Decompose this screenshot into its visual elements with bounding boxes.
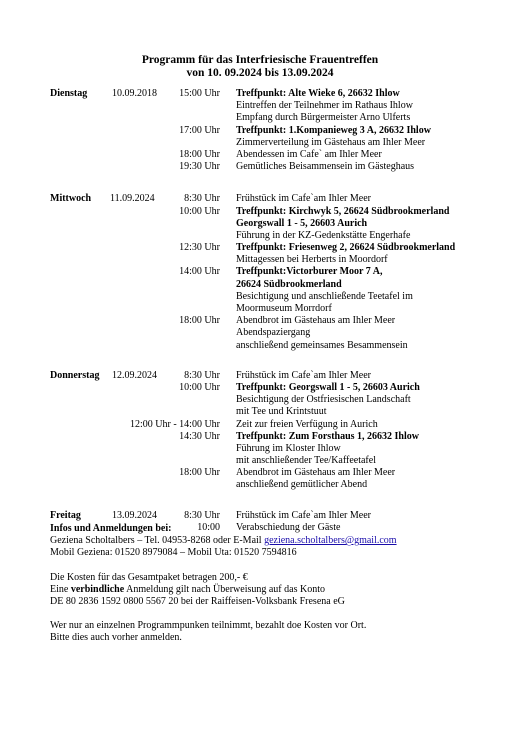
entry-description: Verabschiedung der Gäste <box>236 521 341 533</box>
entry-time: 12:00 Uhr - 14:00 Uhr <box>130 418 220 430</box>
document-title <box>0 54 520 80</box>
entry-description: anschließend gemeinsames Besammensein <box>236 339 408 351</box>
entry-description: Führung in der KZ-Gedenkstätte Engerhafe <box>236 229 411 241</box>
entry-time: 14:00 Uhr <box>179 266 220 278</box>
schedule-row <box>0 431 520 443</box>
binding-line <box>50 584 490 596</box>
title-line-1: Programm für das Interfriesische Frauentreffen <box>141 54 379 66</box>
day-date: 12.09.2024 <box>112 369 157 381</box>
meeting-point: Treffpunkt: Friesenweg 2, 26624 Südbrookmerland <box>236 242 456 254</box>
entry-description: Besichtigung der Ostfriesischen Landschaft <box>236 394 411 406</box>
mobile-line: Mobil Geziena: 01520 8979084 – Mobil Uta: 01520 7594816 <box>50 547 297 559</box>
schedule-row <box>0 340 520 352</box>
entry-time: 8:30 Uhr <box>184 193 220 205</box>
day-name: Donnerstag <box>50 369 100 381</box>
entry-description: Frühstück im Cafe`am Ihler Meer <box>236 193 371 205</box>
entry-time: 12:30 Uhr <box>179 242 220 254</box>
entry-description: Besichtigung und anschließende Teetafel im <box>236 290 413 302</box>
entry-description: Zeit zur freien Verfügung in Aurich <box>236 418 378 430</box>
meeting-point: Treffpunkt: Georgswall 1 - 5, 26603 Aurich <box>236 381 420 393</box>
schedule-row <box>0 125 520 137</box>
entry-time: 15:00 Uhr <box>179 88 220 99</box>
schedule-row <box>0 266 520 278</box>
schedule-row <box>0 291 520 303</box>
schedule-row <box>0 327 520 339</box>
day-block <box>0 88 520 173</box>
day-date: 10.09.2018 <box>112 88 157 99</box>
schedule-row <box>0 419 520 431</box>
day-date: 13.09.2024 <box>112 509 157 521</box>
entry-time: 18:00 Uhr <box>179 315 220 327</box>
schedule-row <box>0 206 520 218</box>
entry-description: Führung im Kloster Ihlow <box>236 442 341 454</box>
entry-time: 10:00 <box>197 521 220 533</box>
schedule-row <box>0 100 520 112</box>
entry-description: Abendspaziergang <box>236 327 311 339</box>
entry-time: 14:30 Uhr <box>179 430 220 442</box>
entry-time: 18:00 Uhr <box>179 148 220 160</box>
entry-description: Abendessen im Cafe` am Ihler Meer <box>236 148 382 160</box>
entry-description: anschließend gemütlicher Abend <box>236 479 368 491</box>
schedule-row <box>0 88 520 100</box>
entry-description: mit Tee und Krintstuut <box>236 406 327 418</box>
schedule-row <box>0 254 520 266</box>
note-line-1: Wer nur an einzelnen Programmpunken teilnimmt, bezahlt doe Kosten vor Ort. <box>50 620 367 632</box>
contact-text: Geziena Scholtalbers – Tel. 04953-8268 oder E-Mail <box>50 535 265 547</box>
schedule-row <box>0 394 520 406</box>
day-name: Dienstag <box>50 88 88 99</box>
schedule-row <box>0 382 520 394</box>
schedule-row <box>0 455 520 467</box>
account-line: DE 80 2836 1592 0800 5567 20 bei der Raiffeisen-Volksbank Fresena eG <box>50 595 345 607</box>
entry-time: 8:30 Uhr <box>184 369 220 381</box>
schedule-row <box>0 242 520 254</box>
schedule-row <box>0 137 520 149</box>
info-section <box>50 523 490 645</box>
entry-time: 10:00 Uhr <box>179 205 220 217</box>
schedule-row <box>0 193 520 205</box>
meeting-point: Treffpunkt: Alte Wieke 6, 26632 Ihlow <box>236 88 400 99</box>
binding-bold: verbindliche <box>70 583 125 595</box>
schedule-row <box>0 467 520 479</box>
entry-description: Abendbrot im Gästehaus am Ihler Meer <box>236 315 396 327</box>
day-block <box>0 370 520 492</box>
day-name: Mittwoch <box>50 193 92 205</box>
meeting-point: Georgswall 1 - 5, 26603 Aurich <box>236 217 368 229</box>
day-date: 11.09.2024 <box>110 193 155 205</box>
entry-description: Gemütliches Beisammensein im Gästeghaus <box>236 161 415 173</box>
schedule-row <box>0 479 520 491</box>
entry-time: 19:30 Uhr <box>179 161 220 173</box>
schedule-row <box>0 443 520 455</box>
entry-time: 17:00 Uhr <box>179 124 220 136</box>
entry-time: 18:00 Uhr <box>179 467 220 479</box>
meeting-point: Treffpunkt: 1.Kompanieweg 3 A, 26632 Ihlow <box>236 124 431 136</box>
contact-line <box>50 535 490 547</box>
schedule-row <box>0 510 520 522</box>
entry-description: Zimmerverteilung im Gästehaus am Ihler Meer <box>236 136 426 148</box>
title-line-2: von 10. 09.2024 bis 13.09.2024 <box>186 67 334 79</box>
entry-description: Frühstück im Cafe`am Ihler Meer <box>236 369 371 381</box>
entry-description: Abendbrot im Gästehaus am Ihler Meer <box>236 467 396 479</box>
info-heading: Infos und Anmeldungen bei: <box>50 523 172 534</box>
schedule-row <box>0 149 520 161</box>
schedule-row <box>0 230 520 242</box>
schedule-row <box>0 279 520 291</box>
note-line-2: Bitte dies auch vorher anmelden. <box>50 632 182 644</box>
entry-time: 10:00 Uhr <box>179 381 220 393</box>
entry-description: Eintreffen der Teilnehmer im Rathaus Ihlow <box>236 100 413 112</box>
meeting-point: Treffpunkt: Kirchwyk 5, 26624 Südbrookmerland <box>236 205 450 217</box>
cost-line: Die Kosten für das Gesamtpaket betragen 200,- € <box>50 571 248 583</box>
schedule-row <box>0 315 520 327</box>
day-name: Freitag <box>50 509 81 521</box>
schedule-row <box>0 112 520 124</box>
entry-description: Moormuseum Morrdorf <box>236 303 332 314</box>
schedule-row <box>0 406 520 418</box>
meeting-point: Treffpunkt:Victorburer Moor 7 A, <box>236 266 383 278</box>
binding-post: Anmeldung gilt nach Überweisung auf das Konto <box>124 583 325 595</box>
schedule-row <box>0 303 520 315</box>
entry-description: mit anschließender Tee/Kaffeetafel <box>236 455 376 467</box>
email-link[interactable]: geziena.scholtalbers@gmail.com <box>264 535 397 547</box>
entry-description: Frühstück im Cafe`am Ihler Meer <box>236 509 371 521</box>
meeting-point: 26624 Südbrookmerland <box>236 278 342 290</box>
day-block <box>0 193 520 351</box>
schedule-row <box>0 370 520 382</box>
entry-time: 8:30 Uhr <box>184 509 220 521</box>
schedule-row <box>0 161 520 173</box>
schedule-table <box>0 88 520 534</box>
meeting-point: Treffpunkt: Zum Forsthaus 1, 26632 Ihlow <box>236 430 419 442</box>
binding-pre: Eine <box>50 583 71 595</box>
entry-description: Empfang durch Bürgermeister Arno Ulferts <box>236 112 411 124</box>
entry-description: Mittagessen bei Herberts in Moordorf <box>236 254 388 266</box>
schedule-row <box>0 218 520 230</box>
